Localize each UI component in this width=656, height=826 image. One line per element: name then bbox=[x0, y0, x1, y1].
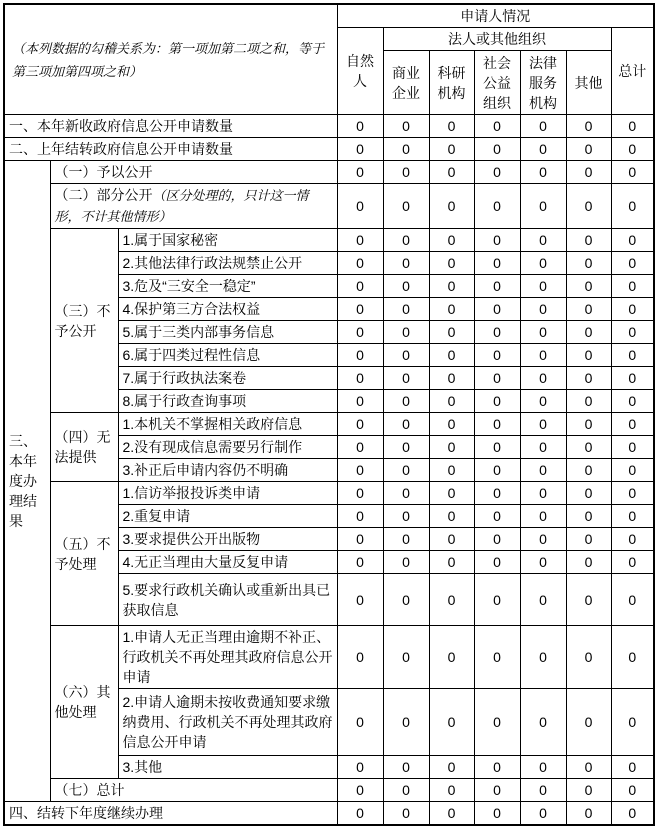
value-cell: 0 bbox=[429, 626, 474, 689]
value-cell: 0 bbox=[383, 756, 429, 779]
value-cell: 0 bbox=[337, 505, 383, 528]
value-cell: 0 bbox=[520, 482, 566, 505]
value-cell: 0 bbox=[337, 252, 383, 275]
value-cell: 0 bbox=[383, 252, 429, 275]
value-cell: 0 bbox=[429, 436, 474, 459]
value-cell: 0 bbox=[520, 298, 566, 321]
value-cell: 0 bbox=[566, 161, 611, 184]
group-label-denied: （三）不予公开 bbox=[50, 229, 118, 413]
value-cell: 0 bbox=[429, 459, 474, 482]
value-cell: 0 bbox=[566, 505, 611, 528]
value-cell: 0 bbox=[383, 413, 429, 436]
value-cell: 0 bbox=[337, 229, 383, 252]
value-cell: 0 bbox=[566, 436, 611, 459]
value-cell: 0 bbox=[474, 482, 520, 505]
row-label-carried-prev: 二、上年结转政府信息公开申请数量 bbox=[4, 138, 337, 161]
col-header-natural-person: 自然人 bbox=[337, 28, 383, 115]
value-cell: 0 bbox=[520, 161, 566, 184]
value-cell: 0 bbox=[520, 413, 566, 436]
value-cell: 0 bbox=[520, 459, 566, 482]
group-label-other-handling: （六）其他处理 bbox=[50, 626, 118, 779]
partial-note: （区分处理的，只计这一情形，不计其他情形） bbox=[54, 188, 309, 224]
disclosure-statistics-table bbox=[3, 3, 655, 826]
value-cell: 0 bbox=[429, 321, 474, 344]
value-cell: 0 bbox=[474, 229, 520, 252]
row-label: 2.申请人逾期未按收费通知要求缴纳费用、行政机关不再处理其政府信息公开申请 bbox=[118, 689, 337, 756]
value-cell: 0 bbox=[474, 298, 520, 321]
value-cell: 0 bbox=[474, 756, 520, 779]
value-cell: 0 bbox=[383, 298, 429, 321]
row-label: 7.属于行政执法案卷 bbox=[118, 367, 337, 390]
value-cell: 0 bbox=[383, 482, 429, 505]
value-cell: 0 bbox=[520, 779, 566, 802]
header-applicant-group: 申请人情况 bbox=[337, 4, 654, 28]
value-cell: 0 bbox=[474, 184, 520, 229]
value-cell: 0 bbox=[337, 482, 383, 505]
value-cell: 0 bbox=[474, 138, 520, 161]
row-label: 3.补正后申请内容仍不明确 bbox=[118, 459, 337, 482]
value-cell: 0 bbox=[611, 138, 654, 161]
value-cell: 0 bbox=[474, 459, 520, 482]
value-cell: 0 bbox=[474, 505, 520, 528]
value-cell: 0 bbox=[383, 390, 429, 413]
value-cell: 0 bbox=[520, 184, 566, 229]
value-cell: 0 bbox=[337, 367, 383, 390]
table-row bbox=[4, 161, 654, 184]
value-cell: 0 bbox=[520, 321, 566, 344]
partial-label: （二）部分公开 bbox=[54, 187, 153, 203]
row-label: 6.属于四类过程性信息 bbox=[118, 344, 337, 367]
value-cell: 0 bbox=[474, 321, 520, 344]
row-label: 4.保护第三方合法权益 bbox=[118, 298, 337, 321]
section-label-results: 三、本年度办理结果 bbox=[4, 161, 50, 802]
value-cell: 0 bbox=[611, 298, 654, 321]
value-cell: 0 bbox=[383, 229, 429, 252]
value-cell: 0 bbox=[611, 482, 654, 505]
value-cell: 0 bbox=[337, 802, 383, 826]
value-cell: 0 bbox=[566, 779, 611, 802]
value-cell: 0 bbox=[611, 459, 654, 482]
value-cell: 0 bbox=[383, 689, 429, 756]
value-cell: 0 bbox=[383, 344, 429, 367]
value-cell: 0 bbox=[474, 161, 520, 184]
value-cell: 0 bbox=[520, 574, 566, 626]
row-label-new-received: 一、本年新收政府信息公开申请数量 bbox=[4, 115, 337, 138]
table-row bbox=[4, 138, 654, 161]
value-cell: 0 bbox=[429, 413, 474, 436]
table-row bbox=[4, 184, 654, 229]
value-cell: 0 bbox=[429, 298, 474, 321]
value-cell: 0 bbox=[337, 528, 383, 551]
row-label: 1.本机关不掌握相关政府信息 bbox=[118, 413, 337, 436]
value-cell: 0 bbox=[520, 229, 566, 252]
value-cell: 0 bbox=[566, 528, 611, 551]
value-cell: 0 bbox=[337, 184, 383, 229]
value-cell: 0 bbox=[611, 275, 654, 298]
row-label: 2.没有现成信息需要另行制作 bbox=[118, 436, 337, 459]
value-cell: 0 bbox=[566, 252, 611, 275]
value-cell: 0 bbox=[566, 551, 611, 574]
row-label-granted: （一）予以公开 bbox=[50, 161, 337, 184]
value-cell: 0 bbox=[474, 390, 520, 413]
table-row bbox=[4, 115, 654, 138]
value-cell: 0 bbox=[337, 626, 383, 689]
value-cell: 0 bbox=[383, 551, 429, 574]
value-cell: 0 bbox=[429, 115, 474, 138]
value-cell: 0 bbox=[474, 779, 520, 802]
row-label: 5.要求行政机关确认或重新出具已获取信息 bbox=[118, 574, 337, 626]
value-cell: 0 bbox=[520, 551, 566, 574]
value-cell: 0 bbox=[520, 138, 566, 161]
value-cell: 0 bbox=[429, 252, 474, 275]
value-cell: 0 bbox=[429, 779, 474, 802]
table-row bbox=[4, 482, 654, 505]
row-label: 3.其他 bbox=[118, 756, 337, 779]
value-cell: 0 bbox=[566, 689, 611, 756]
value-cell: 0 bbox=[474, 551, 520, 574]
col-header-public-welfare: 社会公益组织 bbox=[474, 51, 520, 115]
row-label: 3.危及“三安全一稳定” bbox=[118, 275, 337, 298]
value-cell: 0 bbox=[474, 367, 520, 390]
value-cell: 0 bbox=[429, 390, 474, 413]
value-cell: 0 bbox=[337, 344, 383, 367]
value-cell: 0 bbox=[566, 229, 611, 252]
value-cell: 0 bbox=[520, 115, 566, 138]
value-cell: 0 bbox=[611, 802, 654, 826]
table-row bbox=[4, 779, 654, 802]
row-label: 4.无正当理由大量反复申请 bbox=[118, 551, 337, 574]
value-cell: 0 bbox=[520, 689, 566, 756]
value-cell: 0 bbox=[429, 184, 474, 229]
reconciliation-note bbox=[4, 4, 337, 115]
value-cell: 0 bbox=[474, 413, 520, 436]
table-row bbox=[4, 802, 654, 826]
value-cell: 0 bbox=[566, 275, 611, 298]
value-cell: 0 bbox=[566, 367, 611, 390]
value-cell: 0 bbox=[520, 756, 566, 779]
value-cell: 0 bbox=[474, 802, 520, 826]
reconciliation-note-text: （本列数据的勾稽关系为：第一项加第二项之和，等于第三项加第四项之和） bbox=[12, 40, 325, 79]
value-cell: 0 bbox=[337, 115, 383, 138]
value-cell: 0 bbox=[383, 528, 429, 551]
value-cell: 0 bbox=[429, 756, 474, 779]
value-cell: 0 bbox=[337, 321, 383, 344]
value-cell: 0 bbox=[474, 574, 520, 626]
header-legal-org-group: 法人或其他组织 bbox=[383, 28, 611, 51]
value-cell: 0 bbox=[383, 138, 429, 161]
value-cell: 0 bbox=[611, 689, 654, 756]
value-cell: 0 bbox=[474, 115, 520, 138]
value-cell: 0 bbox=[383, 459, 429, 482]
value-cell: 0 bbox=[474, 275, 520, 298]
value-cell: 0 bbox=[566, 413, 611, 436]
value-cell: 0 bbox=[520, 528, 566, 551]
value-cell: 0 bbox=[611, 551, 654, 574]
value-cell: 0 bbox=[566, 344, 611, 367]
value-cell: 0 bbox=[429, 138, 474, 161]
value-cell: 0 bbox=[611, 413, 654, 436]
value-cell: 0 bbox=[611, 574, 654, 626]
value-cell: 0 bbox=[611, 505, 654, 528]
value-cell: 0 bbox=[611, 390, 654, 413]
value-cell: 0 bbox=[520, 252, 566, 275]
value-cell: 0 bbox=[429, 367, 474, 390]
value-cell: 0 bbox=[611, 756, 654, 779]
value-cell: 0 bbox=[429, 802, 474, 826]
value-cell: 0 bbox=[474, 436, 520, 459]
row-label: 2.其他法律行政法规禁止公开 bbox=[118, 252, 337, 275]
group-label-unable: （四）无法提供 bbox=[50, 413, 118, 482]
value-cell: 0 bbox=[520, 367, 566, 390]
value-cell: 0 bbox=[429, 505, 474, 528]
row-label: 1.属于国家秘密 bbox=[118, 229, 337, 252]
value-cell: 0 bbox=[337, 574, 383, 626]
value-cell: 0 bbox=[429, 689, 474, 756]
value-cell: 0 bbox=[566, 390, 611, 413]
value-cell: 0 bbox=[611, 252, 654, 275]
value-cell: 0 bbox=[383, 574, 429, 626]
value-cell: 0 bbox=[520, 626, 566, 689]
value-cell: 0 bbox=[520, 390, 566, 413]
value-cell: 0 bbox=[520, 505, 566, 528]
value-cell: 0 bbox=[429, 229, 474, 252]
value-cell: 0 bbox=[429, 482, 474, 505]
value-cell: 0 bbox=[383, 436, 429, 459]
value-cell: 0 bbox=[611, 184, 654, 229]
value-cell: 0 bbox=[520, 802, 566, 826]
value-cell: 0 bbox=[337, 390, 383, 413]
row-label: 5.属于三类内部事务信息 bbox=[118, 321, 337, 344]
value-cell: 0 bbox=[337, 779, 383, 802]
row-label-next-year: 四、结转下年度继续办理 bbox=[4, 802, 337, 826]
row-label: 1.申请人无正当理由逾期不补正、行政机关不再处理其政府信息公开申请 bbox=[118, 626, 337, 689]
table-row bbox=[4, 626, 654, 689]
value-cell: 0 bbox=[383, 321, 429, 344]
value-cell: 0 bbox=[566, 574, 611, 626]
value-cell: 0 bbox=[383, 626, 429, 689]
value-cell: 0 bbox=[611, 115, 654, 138]
value-cell: 0 bbox=[474, 626, 520, 689]
value-cell: 0 bbox=[566, 115, 611, 138]
value-cell: 0 bbox=[566, 138, 611, 161]
value-cell: 0 bbox=[520, 275, 566, 298]
value-cell: 0 bbox=[611, 367, 654, 390]
value-cell: 0 bbox=[611, 321, 654, 344]
value-cell: 0 bbox=[429, 528, 474, 551]
row-label: 2.重复申请 bbox=[118, 505, 337, 528]
value-cell: 0 bbox=[611, 626, 654, 689]
col-header-legal-service: 法律服务机构 bbox=[520, 51, 566, 115]
col-header-total: 总计 bbox=[611, 28, 654, 115]
value-cell: 0 bbox=[429, 551, 474, 574]
value-cell: 0 bbox=[611, 528, 654, 551]
row-label: 1.信访举报投诉类申请 bbox=[118, 482, 337, 505]
value-cell: 0 bbox=[566, 756, 611, 779]
row-label-partial bbox=[50, 184, 337, 229]
value-cell: 0 bbox=[337, 756, 383, 779]
value-cell: 0 bbox=[611, 436, 654, 459]
value-cell: 0 bbox=[383, 779, 429, 802]
value-cell: 0 bbox=[337, 436, 383, 459]
value-cell: 0 bbox=[337, 459, 383, 482]
value-cell: 0 bbox=[337, 138, 383, 161]
value-cell: 0 bbox=[383, 505, 429, 528]
value-cell: 0 bbox=[566, 802, 611, 826]
value-cell: 0 bbox=[337, 298, 383, 321]
table-row bbox=[4, 413, 654, 436]
col-header-research: 科研机构 bbox=[429, 51, 474, 115]
value-cell: 0 bbox=[611, 229, 654, 252]
col-header-commercial: 商业企业 bbox=[383, 51, 429, 115]
value-cell: 0 bbox=[474, 689, 520, 756]
value-cell: 0 bbox=[566, 298, 611, 321]
value-cell: 0 bbox=[383, 802, 429, 826]
value-cell: 0 bbox=[383, 275, 429, 298]
value-cell: 0 bbox=[383, 161, 429, 184]
value-cell: 0 bbox=[474, 344, 520, 367]
value-cell: 0 bbox=[429, 161, 474, 184]
value-cell: 0 bbox=[383, 184, 429, 229]
value-cell: 0 bbox=[383, 115, 429, 138]
group-label-refused: （五）不予处理 bbox=[50, 482, 118, 626]
value-cell: 0 bbox=[566, 459, 611, 482]
row-label-subtotal: （七）总计 bbox=[50, 779, 337, 802]
value-cell: 0 bbox=[520, 344, 566, 367]
value-cell: 0 bbox=[429, 574, 474, 626]
value-cell: 0 bbox=[611, 779, 654, 802]
table-row bbox=[4, 229, 654, 252]
value-cell: 0 bbox=[611, 344, 654, 367]
value-cell: 0 bbox=[429, 344, 474, 367]
value-cell: 0 bbox=[474, 252, 520, 275]
value-cell: 0 bbox=[566, 321, 611, 344]
value-cell: 0 bbox=[383, 367, 429, 390]
value-cell: 0 bbox=[337, 551, 383, 574]
value-cell: 0 bbox=[566, 184, 611, 229]
col-header-other: 其他 bbox=[566, 51, 611, 115]
value-cell: 0 bbox=[474, 528, 520, 551]
value-cell: 0 bbox=[337, 275, 383, 298]
value-cell: 0 bbox=[429, 275, 474, 298]
value-cell: 0 bbox=[566, 626, 611, 689]
value-cell: 0 bbox=[520, 436, 566, 459]
value-cell: 0 bbox=[337, 689, 383, 756]
row-label: 8.属于行政查询事项 bbox=[118, 390, 337, 413]
value-cell: 0 bbox=[611, 161, 654, 184]
value-cell: 0 bbox=[337, 161, 383, 184]
value-cell: 0 bbox=[566, 482, 611, 505]
row-label: 3.要求提供公开出版物 bbox=[118, 528, 337, 551]
value-cell: 0 bbox=[337, 413, 383, 436]
